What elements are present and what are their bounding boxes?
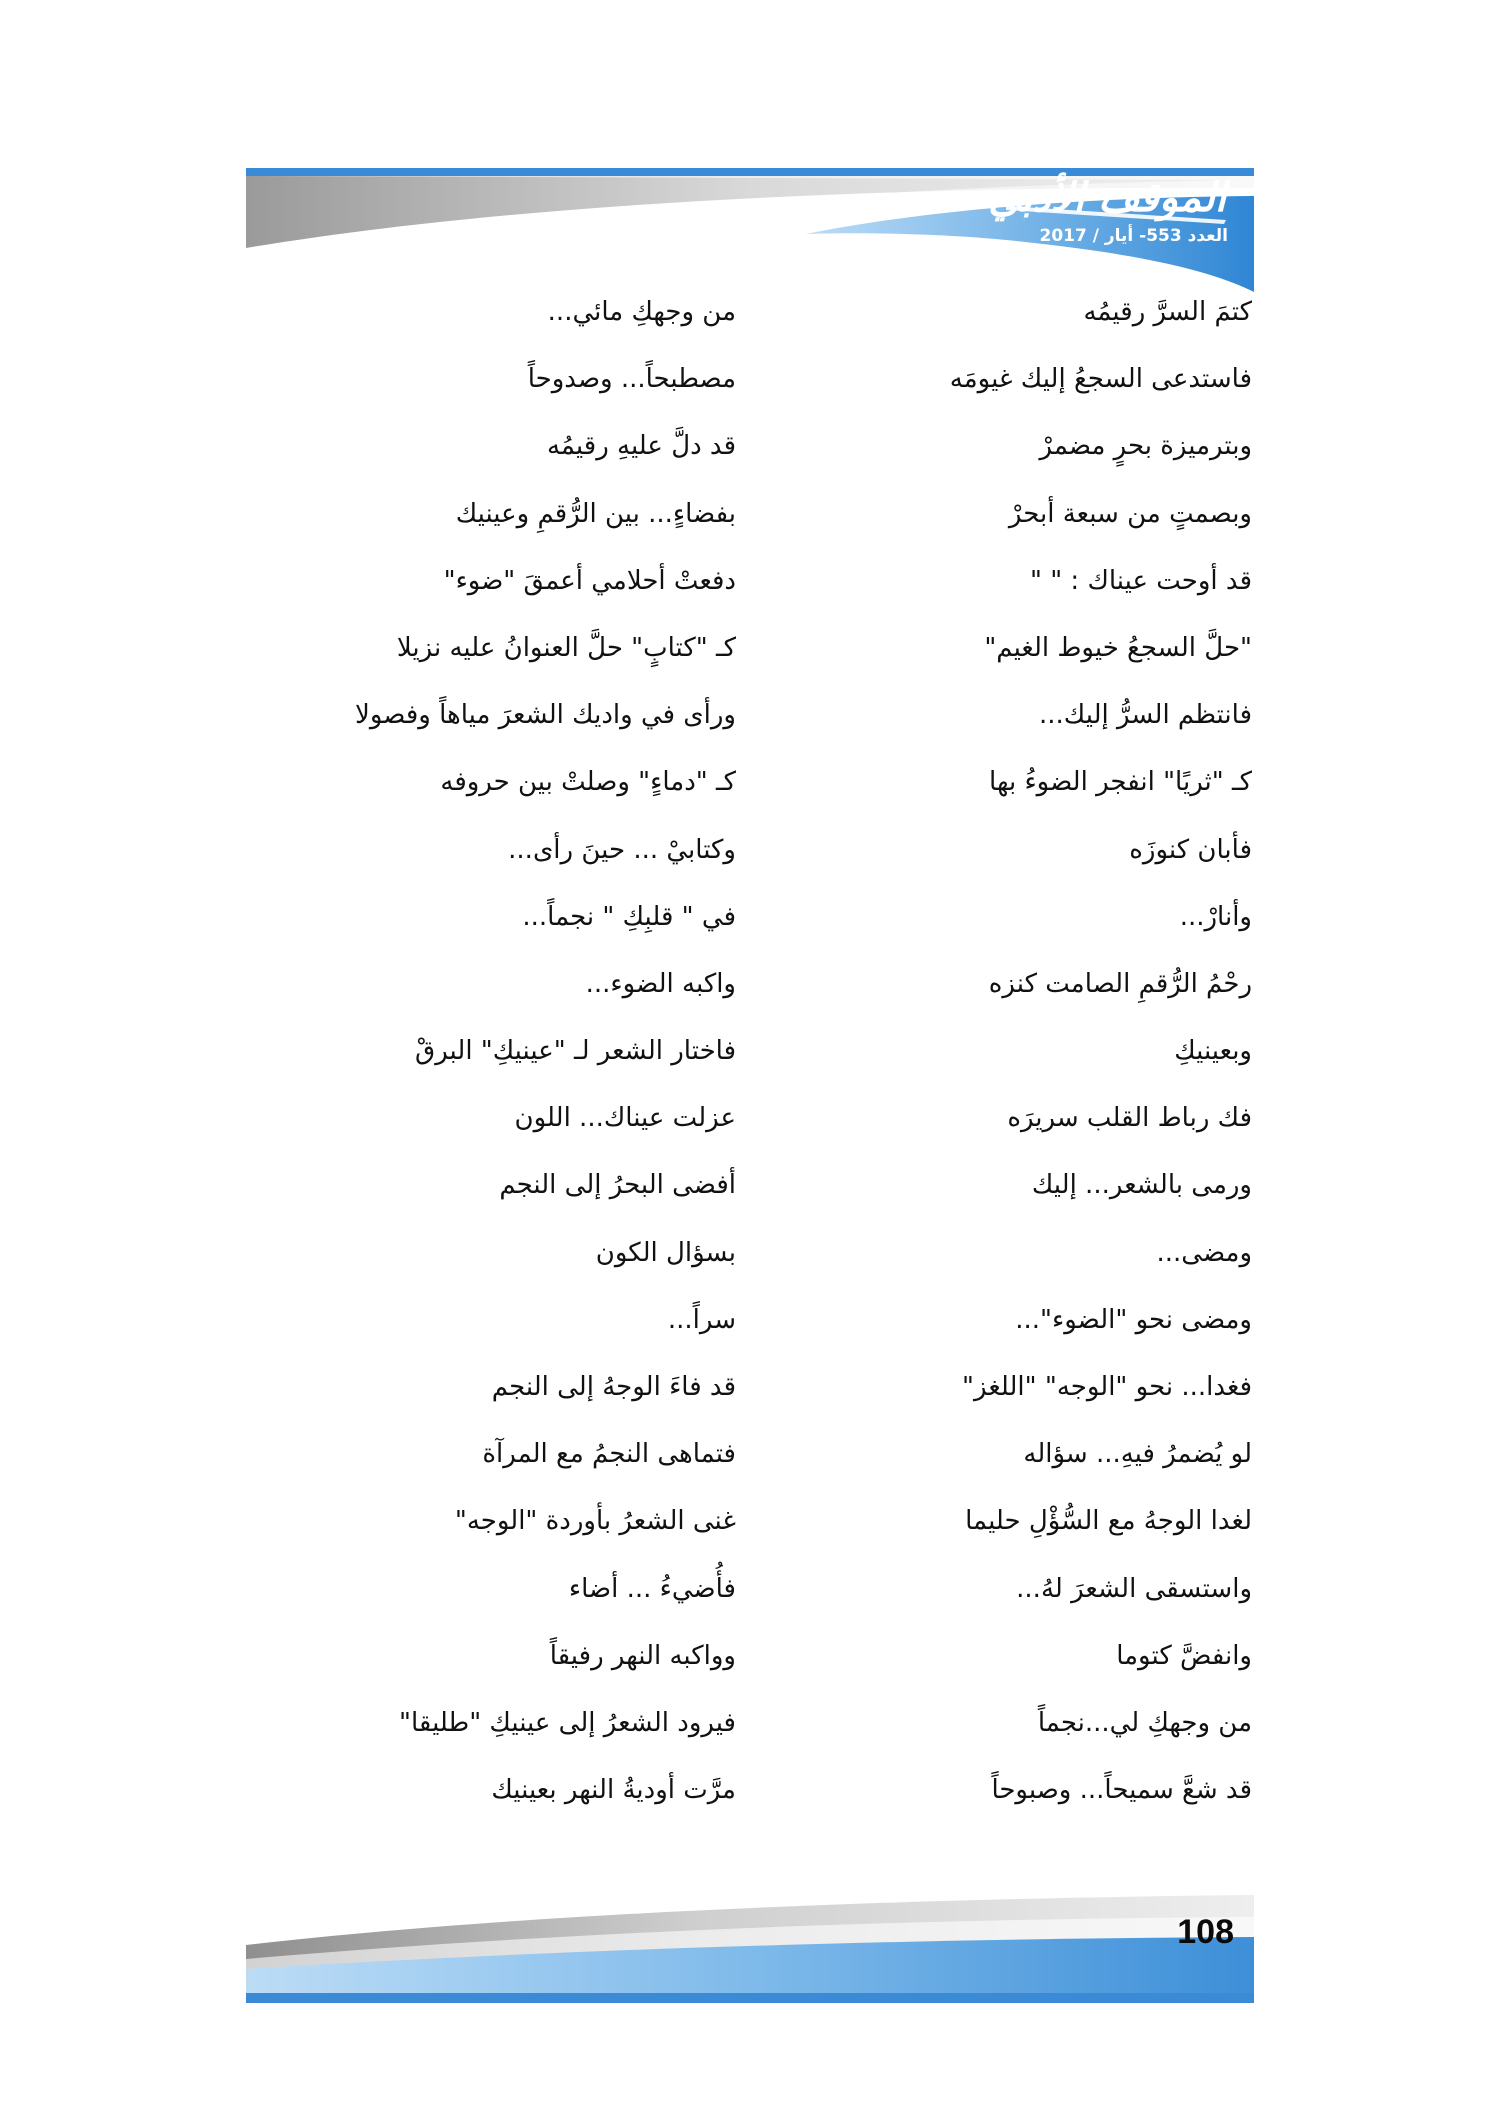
verse-right: لو يُضمرُ فيهِ... سؤاله [1023, 1439, 1252, 1470]
verse-row [246, 561, 1254, 628]
verse-left: وواكبه النهر رفيقاً [549, 1640, 736, 1671]
verse-right: فاستدعى السجعُ إليك غيومَه [949, 364, 1252, 395]
verse-left: بسؤال الكون [595, 1237, 736, 1268]
verse-row [246, 494, 1254, 561]
page-footer [246, 1885, 1254, 2003]
verse-left: في " قلبِكِ " نجماً... [522, 901, 736, 932]
verse-left: مصطبحاً... وصدوحاً [527, 364, 736, 395]
verse-row [246, 1367, 1254, 1434]
verse-left: أفضى البحرُ إلى النجم [499, 1170, 736, 1201]
verse-row [246, 1300, 1254, 1367]
verse-left: كـ "كتابٍ" حلَّ العنوانُ عليه نزيلا [396, 632, 736, 663]
verse-row [246, 1703, 1254, 1770]
verse-left: ورأى في واديك الشعرَ مياهاً وفصولا [355, 700, 736, 731]
page-header [246, 168, 1254, 292]
verse-right: فغدا... نحو "الوجه" "اللغز" [962, 1372, 1252, 1402]
issue-info: العدد 553- أيار / 2017 [1039, 226, 1228, 246]
verse-left: عزلت عيناك... اللون [514, 1103, 736, 1134]
verse-right: قد أوحت عيناك : " " [1029, 565, 1252, 596]
verse-right: كتمَ السرَّ رقيمُه [1083, 297, 1252, 327]
verse-row [246, 1165, 1254, 1232]
verse-row [246, 628, 1254, 695]
verse-row [246, 1233, 1254, 1300]
verse-left: قد دلَّ عليهِ رقيمُه [546, 431, 736, 462]
verse-left: دفعتْ أحلامي أعمقَ "ضوء" [443, 565, 736, 596]
verse-row [246, 1636, 1254, 1703]
page-number: 108 [1177, 1913, 1234, 1951]
verse-left: سراً... [667, 1304, 736, 1335]
verse-right: ورمى بالشعر... إليك [1031, 1170, 1252, 1201]
verse-right: لغدا الوجهُ مع السُّؤْلِ حليما [965, 1506, 1252, 1537]
verse-right: وبترميزة بحرٍ مضمرْ [1039, 431, 1252, 462]
verse-right: "حلَّ السجعُ خيوط الغيم" [984, 632, 1252, 663]
verse-row [246, 426, 1254, 493]
verse-right: وبعينيكِ [1174, 1036, 1252, 1067]
magazine-logo: الموقف الأدبي [988, 174, 1226, 221]
verse-row [246, 897, 1254, 964]
verse-left: فتماهى النجمُ مع المرآة [482, 1439, 736, 1470]
verse-left: من وجهكِ مائي... [547, 297, 736, 327]
verse-left: فيرود الشعرُ إلى عينيكِ "طليقا" [399, 1707, 736, 1738]
verse-left: قد فاءَ الوجهُ إلى النجم [491, 1372, 736, 1402]
verse-right: ومضى... [1156, 1237, 1252, 1268]
poem-body [246, 292, 1254, 1837]
verse-right: وبصمتٍ من سبعة أبحرْ [1008, 498, 1252, 529]
verse-left: واكبه الضوء... [585, 968, 736, 999]
verse-right: واستسقى الشعرَ لهُ... [1016, 1573, 1252, 1604]
verse-right: قد شعَّ سميحاً... وصبوحاً [991, 1775, 1252, 1806]
verse-left: مرَّت أوديةُ النهر بعينيك [491, 1775, 736, 1806]
verse-row [246, 695, 1254, 762]
verse-right: رحْمُ الرُّقمِ الصامت كنزه [988, 968, 1252, 999]
verse-row [246, 1434, 1254, 1501]
footer-swoosh [246, 1885, 1254, 2003]
verse-row [246, 1770, 1254, 1837]
verse-row [246, 830, 1254, 897]
verse-right: فك رباط القلب سريرَه [1007, 1103, 1252, 1134]
verse-row [246, 1031, 1254, 1098]
verse-left: كـ "دماءٍ" وصلتْ بين حروفه [440, 767, 736, 798]
verse-row [246, 292, 1254, 359]
verse-right: فأبان كنوزَه [1129, 834, 1252, 865]
verse-right: فانتظم السرُّ إليك... [1039, 700, 1252, 731]
verse-left: فاختار الشعر لـ "عينيكِ" البرقْ [415, 1036, 736, 1067]
verse-left: فأُضيءُ ... أضاء [568, 1573, 736, 1604]
verse-left: بفضاءٍ... بين الرُّقمِ وعينيك [455, 498, 736, 529]
verse-left: غنى الشعرُ بأوردة "الوجه" [454, 1506, 736, 1537]
verse-right: كـ "ثريًا" انفجر الضوءُ بها [989, 767, 1252, 798]
verse-row [246, 762, 1254, 829]
verse-row [246, 1501, 1254, 1568]
verse-row [246, 964, 1254, 1031]
verse-right: من وجهكِ لي...نجماً [1037, 1707, 1252, 1738]
verse-row [246, 1569, 1254, 1636]
verse-left: وكتابيْ ... حينَ رأى... [508, 834, 736, 865]
verse-row [246, 359, 1254, 426]
verse-row [246, 1098, 1254, 1165]
verse-right: وأنارْ... [1179, 901, 1252, 932]
verse-right: ومضى نحو "الضوء"... [1015, 1304, 1252, 1335]
verse-right: وانفضَّ كتوما [1116, 1640, 1252, 1671]
